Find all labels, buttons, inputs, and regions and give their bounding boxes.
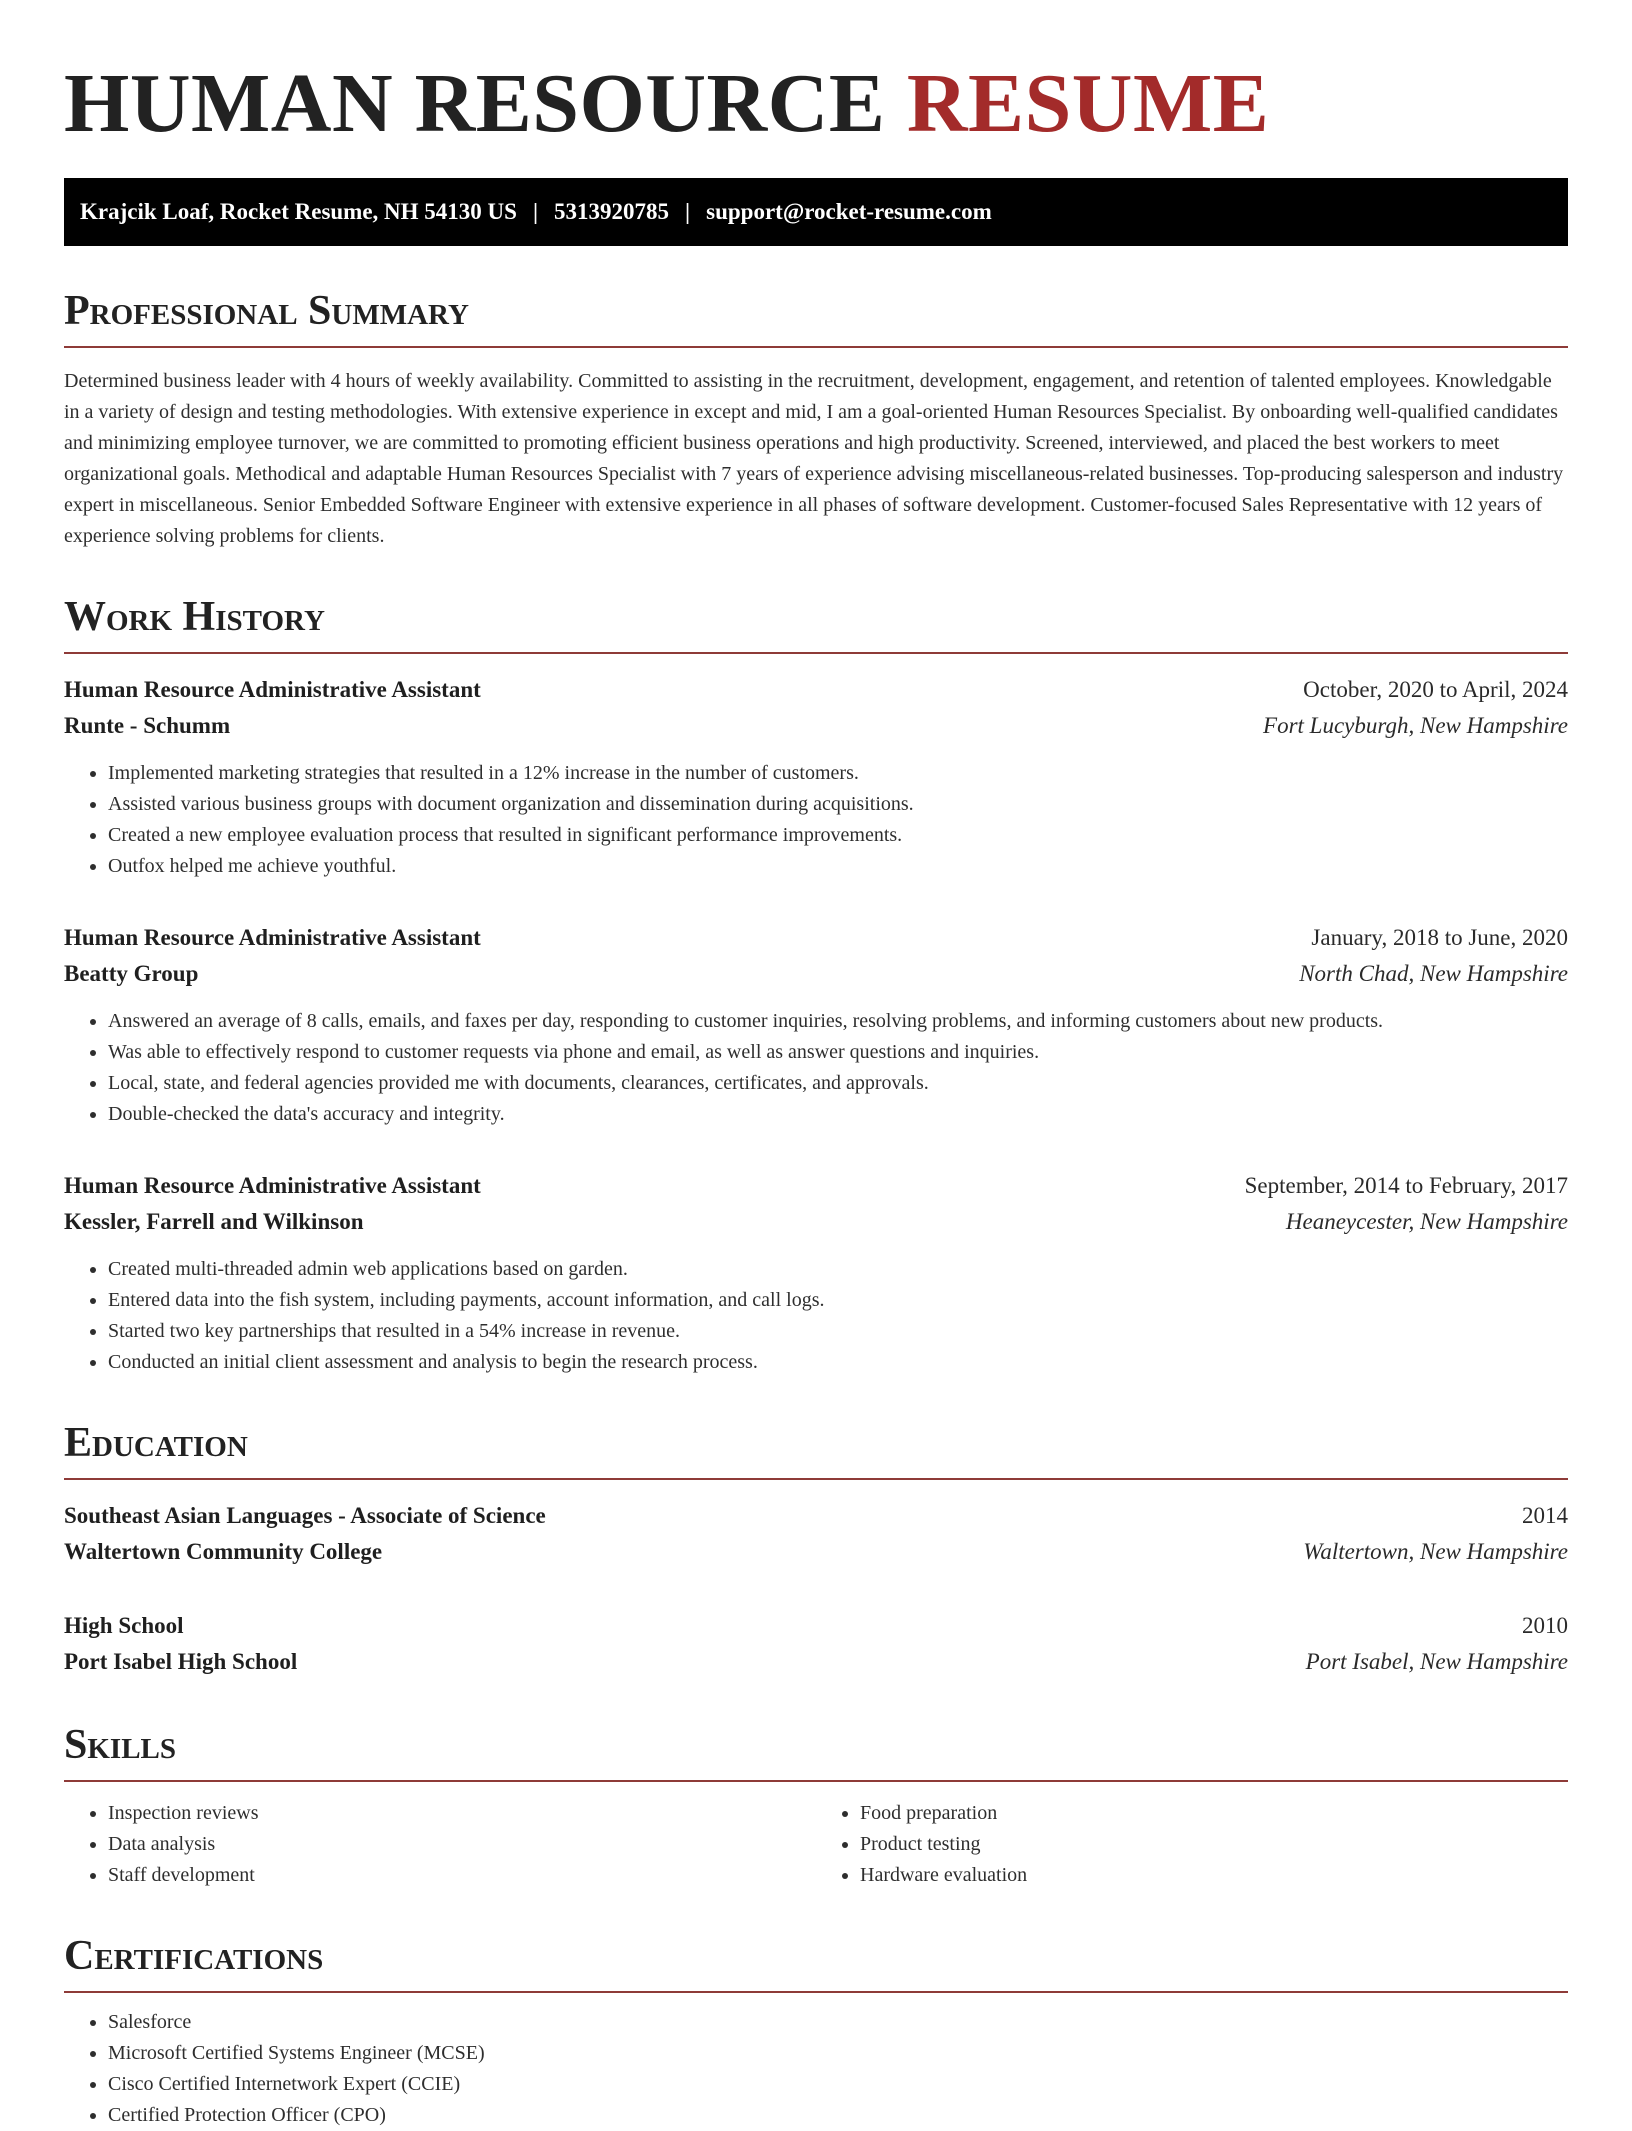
summary-heading: Professional Summary <box>64 286 1568 348</box>
education-degree: High School <box>64 1613 184 1638</box>
job-bullets <box>64 1254 1568 1378</box>
job-title: Human Resource Administrative Assistant <box>64 925 481 950</box>
certifications-section <box>64 1931 1568 2131</box>
skill-item: • Hardware evaluation <box>860 1860 1568 1891</box>
skill-item: • Product testing <box>860 1829 1568 1860</box>
education-degree: Southeast Asian Languages - Associate of Science <box>64 1503 546 1528</box>
skills-grid <box>64 1798 1568 1891</box>
job-header-row <box>64 920 1568 956</box>
skill-item: • Food preparation <box>860 1798 1568 1829</box>
job-bullet: • Local, state, and federal agencies provided me with documents, clearances, certificates, and approvals. <box>108 1068 1568 1099</box>
skills-section <box>64 1720 1568 1891</box>
contact-bar <box>64 178 1568 246</box>
title-accent: RESUME <box>906 57 1270 150</box>
contact-phone[interactable]: 5313920785 <box>554 199 670 224</box>
job-company-row <box>64 956 1568 992</box>
contact-separator: | <box>685 199 691 224</box>
education-entry <box>64 1498 1568 1570</box>
contact-address: Krajcik Loaf, Rocket Resume, NH 54130 US <box>80 199 517 224</box>
job-bullet: • Started two key partnerships that resulted in a 54% increase in revenue. <box>108 1316 1568 1347</box>
job-bullet: • Was able to effectively respond to customer requests via phone and email, as well as answer questions and inquiries. <box>108 1037 1568 1068</box>
job-entry <box>64 1168 1568 1378</box>
job-header-row <box>64 1168 1568 1204</box>
skill-item: • Inspection reviews <box>108 1798 816 1829</box>
contact-email[interactable]: support@rocket-resume.com <box>706 199 992 224</box>
job-company: Kessler, Farrell and Wilkinson <box>64 1209 364 1234</box>
skill-item: • Data analysis <box>108 1829 816 1860</box>
education-degree-row <box>64 1498 1568 1534</box>
education-year: 2010 <box>1522 1613 1568 1638</box>
work-history-section <box>64 592 1568 1378</box>
job-location: Heaneycester, New Hampshire <box>1285 1209 1568 1234</box>
work-history-heading: Work History <box>64 592 1568 654</box>
job-location: North Chad, New Hampshire <box>1299 961 1568 986</box>
job-header-row <box>64 672 1568 708</box>
job-bullet: • Answered an average of 8 calls, emails, and faxes per day, responding to customer inquiries, resolving problems, and informing customers about new products. <box>108 1006 1568 1037</box>
certification-item: • Certified Protection Officer (CPO) <box>108 2100 1568 2131</box>
education-year: 2014 <box>1522 1503 1568 1528</box>
education-section <box>64 1418 1568 1680</box>
job-company-row <box>64 1204 1568 1240</box>
education-school-row <box>64 1644 1568 1680</box>
job-bullet: • Implemented marketing strategies that resulted in a 12% increase in the number of customers. <box>108 758 1568 789</box>
job-title: Human Resource Administrative Assistant <box>64 677 481 702</box>
education-degree-row <box>64 1608 1568 1644</box>
certification-item: • Microsoft Certified Systems Engineer (MCSE) <box>108 2038 1568 2069</box>
certifications-list <box>64 2007 1568 2131</box>
skills-column-left <box>64 1798 816 1891</box>
job-company: Beatty Group <box>64 961 199 986</box>
education-heading: Education <box>64 1418 1568 1480</box>
job-bullets <box>64 1006 1568 1130</box>
skills-heading: Skills <box>64 1720 1568 1782</box>
education-entry <box>64 1608 1568 1680</box>
education-school: Waltertown Community College <box>64 1539 383 1564</box>
job-dates: January, 2018 to June, 2020 <box>1311 925 1568 950</box>
job-company: Runte - Schumm <box>64 713 231 738</box>
job-entry <box>64 920 1568 1130</box>
job-title: Human Resource Administrative Assistant <box>64 1173 481 1198</box>
summary-section <box>64 286 1568 552</box>
job-dates: September, 2014 to February, 2017 <box>1244 1173 1568 1198</box>
job-company-row <box>64 708 1568 744</box>
job-bullet: • Assisted various business groups with document organization and dissemination during acquisitions. <box>108 789 1568 820</box>
certification-item: • Cisco Certified Internetwork Expert (CCIE) <box>108 2069 1568 2100</box>
job-location: Fort Lucyburgh, New Hampshire <box>1263 713 1568 738</box>
summary-text: Determined business leader with 4 hours of weekly availability. Committed to assisting in the recruitment, development, engagement, and retention of talented employees. Knowledgable in a variety of design and testing methodologies. With extensive experience in except and mid, I am a goal-oriented Human Resources Specialist. By onboarding well-qualified candidates and minimizing employee turnover, we are committed to promoting efficient business operations and high productivity. Screened, interviewed, and placed the best workers to meet organizational goals. Methodical and adaptable Human Resources Specialist with 7 years of experience advising miscellaneous-related businesses. Top-producing salesperson and industry expert in miscellaneous. Senior Embedded Software Engineer with extensive experience in all phases of software development. Customer-focused Sales Representative with 12 years of experience solving problems for clients. <box>64 370 1564 547</box>
job-bullets <box>64 758 1568 882</box>
job-bullet: • Double-checked the data's accuracy and integrity. <box>108 1099 1568 1130</box>
skills-column-right <box>816 1798 1568 1891</box>
job-bullet: • Created a new employee evaluation process that resulted in significant performance improvements. <box>108 820 1568 851</box>
certifications-heading: Certifications <box>64 1931 1568 1993</box>
job-dates: October, 2020 to April, 2024 <box>1303 677 1568 702</box>
certification-item: • Salesforce <box>108 2007 1568 2038</box>
education-school-row <box>64 1534 1568 1570</box>
job-bullet: • Entered data into the fish system, including payments, account information, and call logs. <box>108 1285 1568 1316</box>
title-main: HUMAN RESOURCE <box>64 57 886 150</box>
skill-item: • Staff development <box>108 1860 816 1891</box>
education-school: Port Isabel High School <box>64 1649 298 1674</box>
job-bullet: • Created multi-threaded admin web applications based on garden. <box>108 1254 1568 1285</box>
job-bullet: • Conducted an initial client assessment and analysis to begin the research process. <box>108 1347 1568 1378</box>
resume-title <box>64 0 1568 152</box>
contact-separator: | <box>532 199 539 224</box>
education-location: Port Isabel, New Hampshire <box>1305 1649 1568 1674</box>
job-entry <box>64 672 1568 882</box>
job-bullet: • Outfox helped me achieve youthful. <box>108 851 1568 882</box>
education-location: Waltertown, New Hampshire <box>1303 1539 1568 1564</box>
